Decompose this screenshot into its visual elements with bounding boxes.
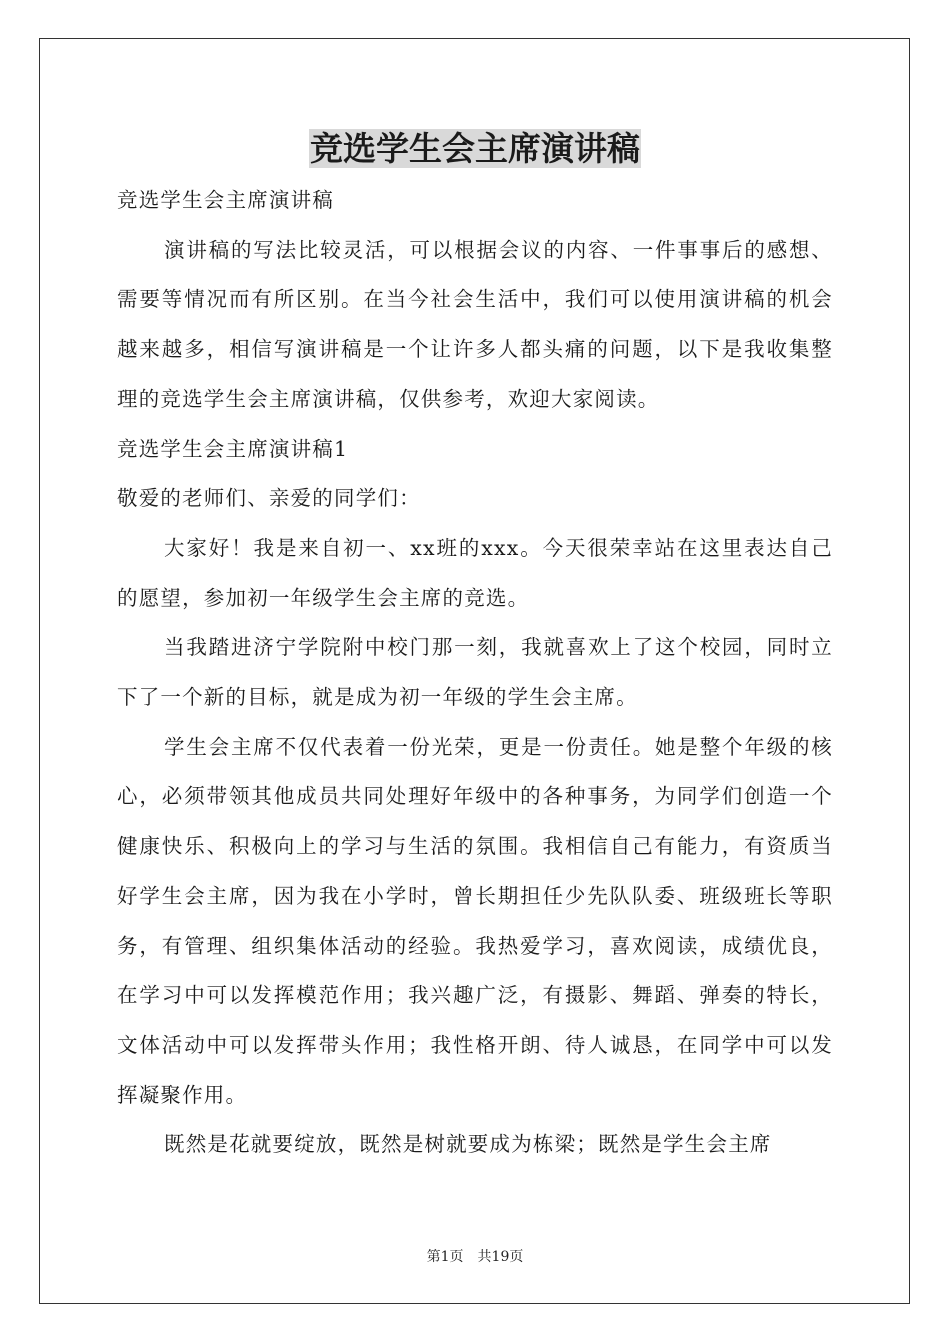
page-number: 第1页 (426, 1249, 464, 1265)
body-paragraph: 既然是花就要绽放，既然是树就要成为栋梁；既然是学生会主席 (164, 1132, 772, 1157)
page-footer (0, 1247, 950, 1267)
document-title (0, 126, 950, 172)
salutation: 敬爱的老师们、亲爱的同学们： (117, 486, 421, 511)
body-heading: 竞选学生会主席演讲稿 (117, 188, 334, 212)
body-paragraph: 大家好！我是来自初一、xx班的xxx。今天很荣幸站在这里表达自己的愿望，参加初一年级学生会主席的竞选。 (117, 535, 833, 610)
document-title-text: 竞选学生会主席演讲稿 (310, 129, 640, 168)
page-total: 共19页 (477, 1249, 524, 1265)
body-paragraph: 学生会主席不仅代表着一份光荣，更是一份责任。她是整个年级的核心，必须带领其他成员共同处理好年级中的各种事务，为同学们创造一个健康快乐、积极向上的学习与生活的氛围。我相信自己有能力，有资质当好学生会主席，因为我在小学时，曾长期担任少先队队委、班级班长等职务，有管理、组织集体活动的经验。我热爱学习，喜欢阅读，成绩优良，在学习中可以发挥模范作用；我兴趣广泛，有摄影、舞蹈、弹奏的特长，文体活动中可以发挥带头作用；我性格开朗、待人诚恳，在同学中可以发挥凝聚作用。 (117, 734, 833, 1107)
body-paragraph: 当我踏进济宁学院附中校门那一刻，我就喜欢上了这个校园，同时立下了一个新的目标，就是成为初一年级的学生会主席。 (117, 635, 833, 710)
section-heading: 竞选学生会主席演讲稿1 (117, 436, 349, 461)
document-body (117, 176, 833, 1170)
body-paragraph-intro: 演讲稿的写法比较灵活，可以根据会议的内容、一件事事后的感想、需要等情况而有所区别。在当今社会生活中，我们可以使用演讲稿的机会越来越多，相信写演讲稿是一个让许多人都头痛的问题，以下是我收集整理的竞选学生会主席演讲稿，仅供参考，欢迎大家阅读。 (117, 237, 833, 411)
